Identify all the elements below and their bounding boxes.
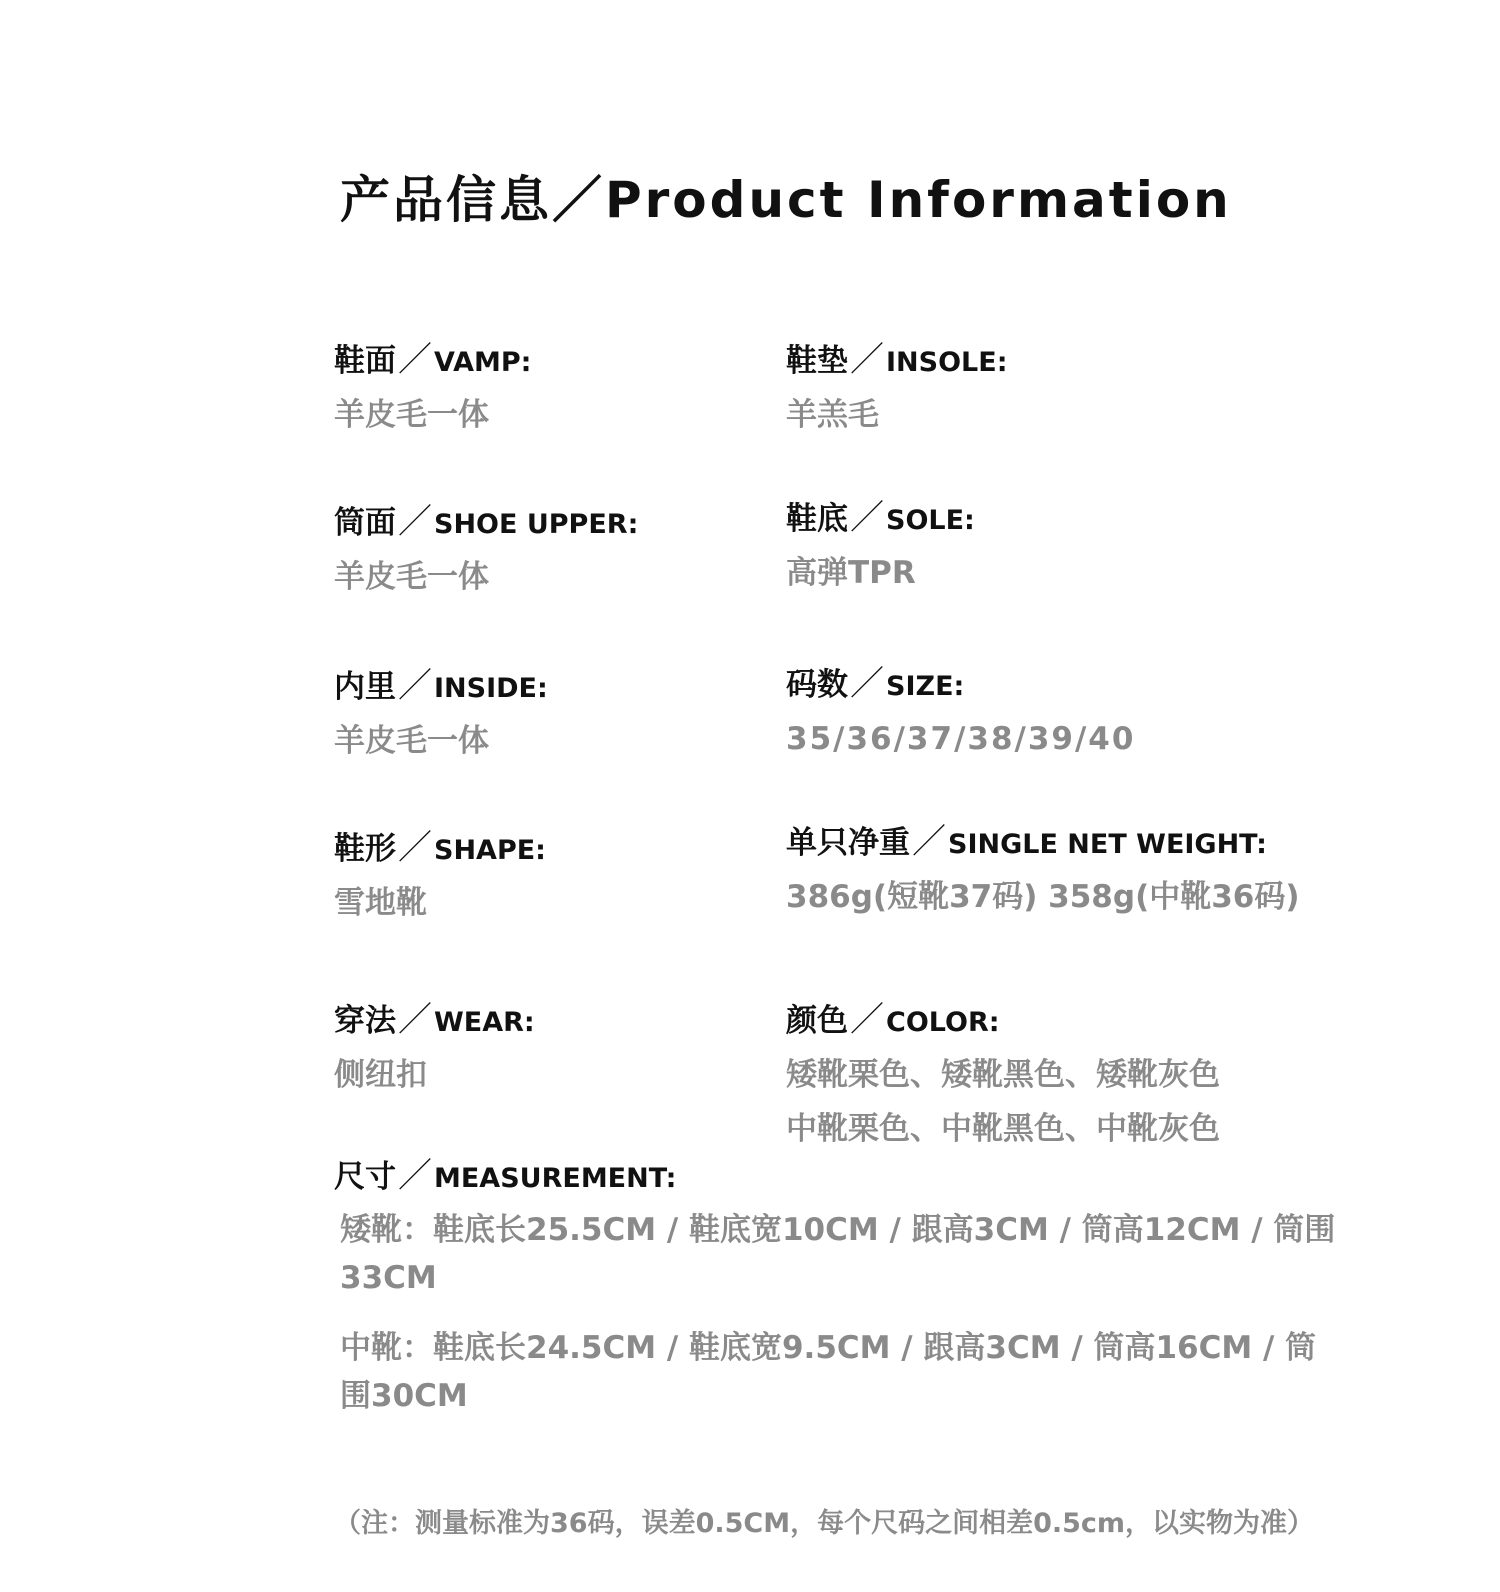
label-separator: ／ (398, 828, 432, 868)
label-en: WEAR: (434, 1007, 535, 1038)
field-insole (786, 340, 1008, 435)
field-label (786, 1000, 1220, 1043)
field-value: 386g(短靴37码) 358g(中靴36码) (786, 879, 1300, 915)
label-en: INSIDE: (434, 673, 548, 704)
label-separator: ／ (850, 664, 884, 704)
label-separator: ／ (398, 1000, 432, 1040)
measurement-short-boot: 矮靴：鞋底长25.5CM / 鞋底宽10CM / 跟高3CM / 筒高12CM / 筒围33CM (340, 1212, 1336, 1296)
label-separator: ／ (850, 498, 884, 538)
label-cn: 鞋形 (334, 831, 396, 867)
color-line: 中靴栗色、中靴黑色、中靴灰色 (786, 1111, 1220, 1147)
label-cn: 码数 (786, 667, 848, 703)
label-cn: 单只净重 (786, 825, 910, 861)
field-shape (334, 828, 546, 923)
field-label (786, 664, 1135, 707)
field-label (786, 498, 975, 541)
field-label (334, 502, 638, 545)
label-separator: ／ (912, 822, 946, 862)
field-value: 35/36/37/38/39/40 (786, 721, 1136, 757)
field-label (334, 666, 548, 709)
label-separator: ／ (398, 502, 432, 542)
label-en: INSOLE: (886, 347, 1008, 378)
label-cn: 尺寸 (334, 1159, 396, 1195)
measurement-note: （注：测量标准为36码，误差0.5CM，每个尺码之间相差0.5cm，以实物为准） (334, 1508, 1315, 1539)
label-cn: 筒面 (334, 505, 396, 541)
label-separator: ／ (398, 666, 432, 706)
color-line: 矮靴栗色、矮靴黑色、矮靴灰色 (786, 1057, 1220, 1093)
field-value: 高弹TPR (786, 555, 916, 591)
field-sole (786, 498, 975, 593)
label-cn: 颜色 (786, 1003, 848, 1039)
label-en: SINGLE NET WEIGHT: (948, 829, 1267, 860)
label-separator: ／ (398, 1156, 432, 1196)
label-cn: 鞋面 (334, 343, 396, 379)
field-size (786, 664, 1135, 759)
label-separator: ／ (398, 340, 432, 380)
field-single-net-weight (786, 822, 1300, 917)
label-cn: 内里 (334, 669, 396, 705)
field-label (334, 828, 546, 871)
label-cn: 穿法 (334, 1003, 396, 1039)
measurement-mid-boot: 中靴：鞋底长24.5CM / 鞋底宽9.5CM / 跟高3CM / 筒高16CM / 筒围30CM (340, 1330, 1317, 1414)
field-label (334, 1000, 535, 1043)
field-value: 羊皮毛一体 (334, 397, 489, 433)
field-label (786, 822, 1300, 865)
label-separator: ／ (850, 1000, 884, 1040)
field-label (334, 340, 531, 383)
field-measurement (334, 1156, 676, 1199)
label-en: MEASUREMENT: (434, 1163, 677, 1194)
field-value: 侧纽扣 (334, 1057, 427, 1093)
field-value: 羊羔毛 (786, 397, 879, 433)
field-value (786, 1055, 1220, 1149)
label-en: COLOR: (886, 1007, 1000, 1038)
label-en: SOLE: (886, 505, 975, 536)
label-en: SIZE: (886, 671, 965, 702)
label-cn: 鞋底 (786, 501, 848, 537)
label-en: SHAPE: (434, 835, 546, 866)
label-en: SHOE UPPER: (434, 509, 639, 540)
field-inside (334, 666, 548, 761)
field-color (786, 1000, 1220, 1149)
label-en: VAMP: (434, 347, 532, 378)
field-shoe-upper (334, 502, 638, 597)
field-label (334, 1156, 676, 1199)
field-vamp (334, 340, 531, 435)
label-separator: ／ (850, 340, 884, 380)
page-title: 产品信息／Product Information (340, 171, 1232, 229)
field-value: 羊皮毛一体 (334, 723, 489, 759)
field-wear (334, 1000, 535, 1095)
label-cn: 鞋垫 (786, 343, 848, 379)
field-value: 雪地靴 (334, 885, 427, 921)
field-value: 羊皮毛一体 (334, 559, 489, 595)
field-label (786, 340, 1008, 383)
